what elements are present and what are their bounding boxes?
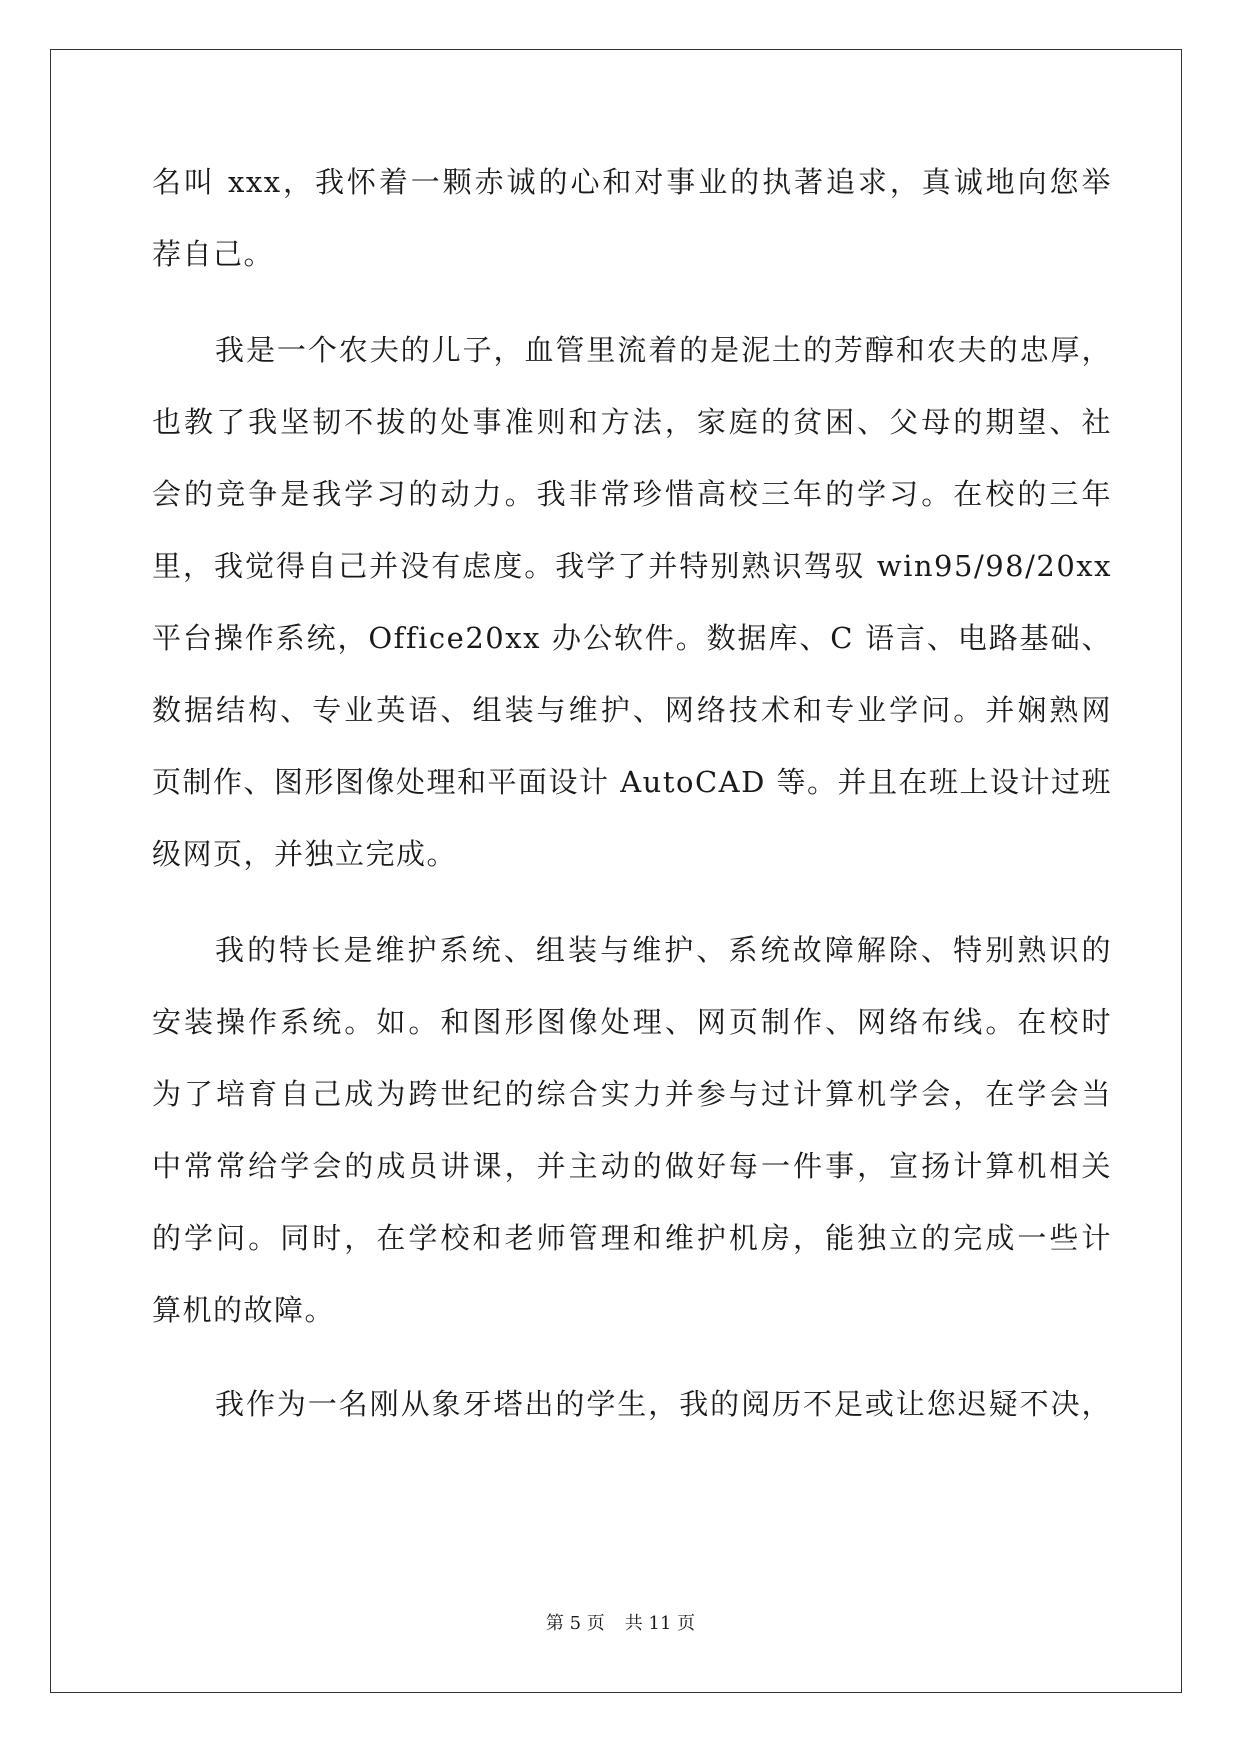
text-line: 里，我觉得自己并没有虑度。我学了并特别熟识驾驭 win95/98/20xx: [152, 549, 1112, 583]
text-line: 安装操作系统。如。和图形图像处理、网页制作、网络布线。在校时: [152, 1005, 1112, 1039]
text-line: 中常常给学会的成员讲课，并主动的做好每一件事，宣扬计算机相关: [152, 1149, 1112, 1183]
page-total: 共 11 页: [624, 1613, 696, 1634]
text-line: 我作为一名刚从象牙塔出的学生，我的阅历不足或让您迟疑不决，: [215, 1387, 1112, 1421]
text-line: 的学问。同时，在学校和老师管理和维护机房，能独立的完成一些计: [152, 1221, 1112, 1255]
text-line: 荐自己。: [152, 237, 275, 271]
text-line: 算机的故障。: [152, 1293, 336, 1327]
text-line: 级网页，并独立完成。: [152, 837, 458, 871]
page-number: 第 5 页: [545, 1613, 605, 1634]
text-line: 为了培育自己成为跨世纪的综合实力并参与过计算机学会，在学会当: [152, 1077, 1112, 1111]
text-line: 数据结构、专业英语、组装与维护、网络技术和专业学问。并娴熟网: [152, 693, 1112, 727]
text-line: 也教了我坚韧不拔的处事准则和方法，家庭的贫困、父母的期望、社: [152, 405, 1112, 439]
text-line: 页制作、图形图像处理和平面设计 AutoCAD 等。并且在班上设计过班: [152, 765, 1113, 799]
text-line: 我是一个农夫的儿子，血管里流着的是泥土的芳醇和农夫的忠厚，: [215, 333, 1112, 367]
page-footer: [0, 1612, 1241, 1636]
text-line: 会的竞争是我学习的动力。我非常珍惜高校三年的学习。在校的三年: [152, 477, 1112, 511]
text-line: 平台操作系统，Office20xx 办公软件。数据库、C 语言、电路基础、: [152, 621, 1112, 655]
text-line: 我的特长是维护系统、组装与维护、系统故障解除、特别熟识的: [215, 933, 1112, 967]
text-line: 名叫 xxx，我怀着一颗赤诚的心和对事业的执著追求，真诚地向您举: [152, 165, 1112, 199]
